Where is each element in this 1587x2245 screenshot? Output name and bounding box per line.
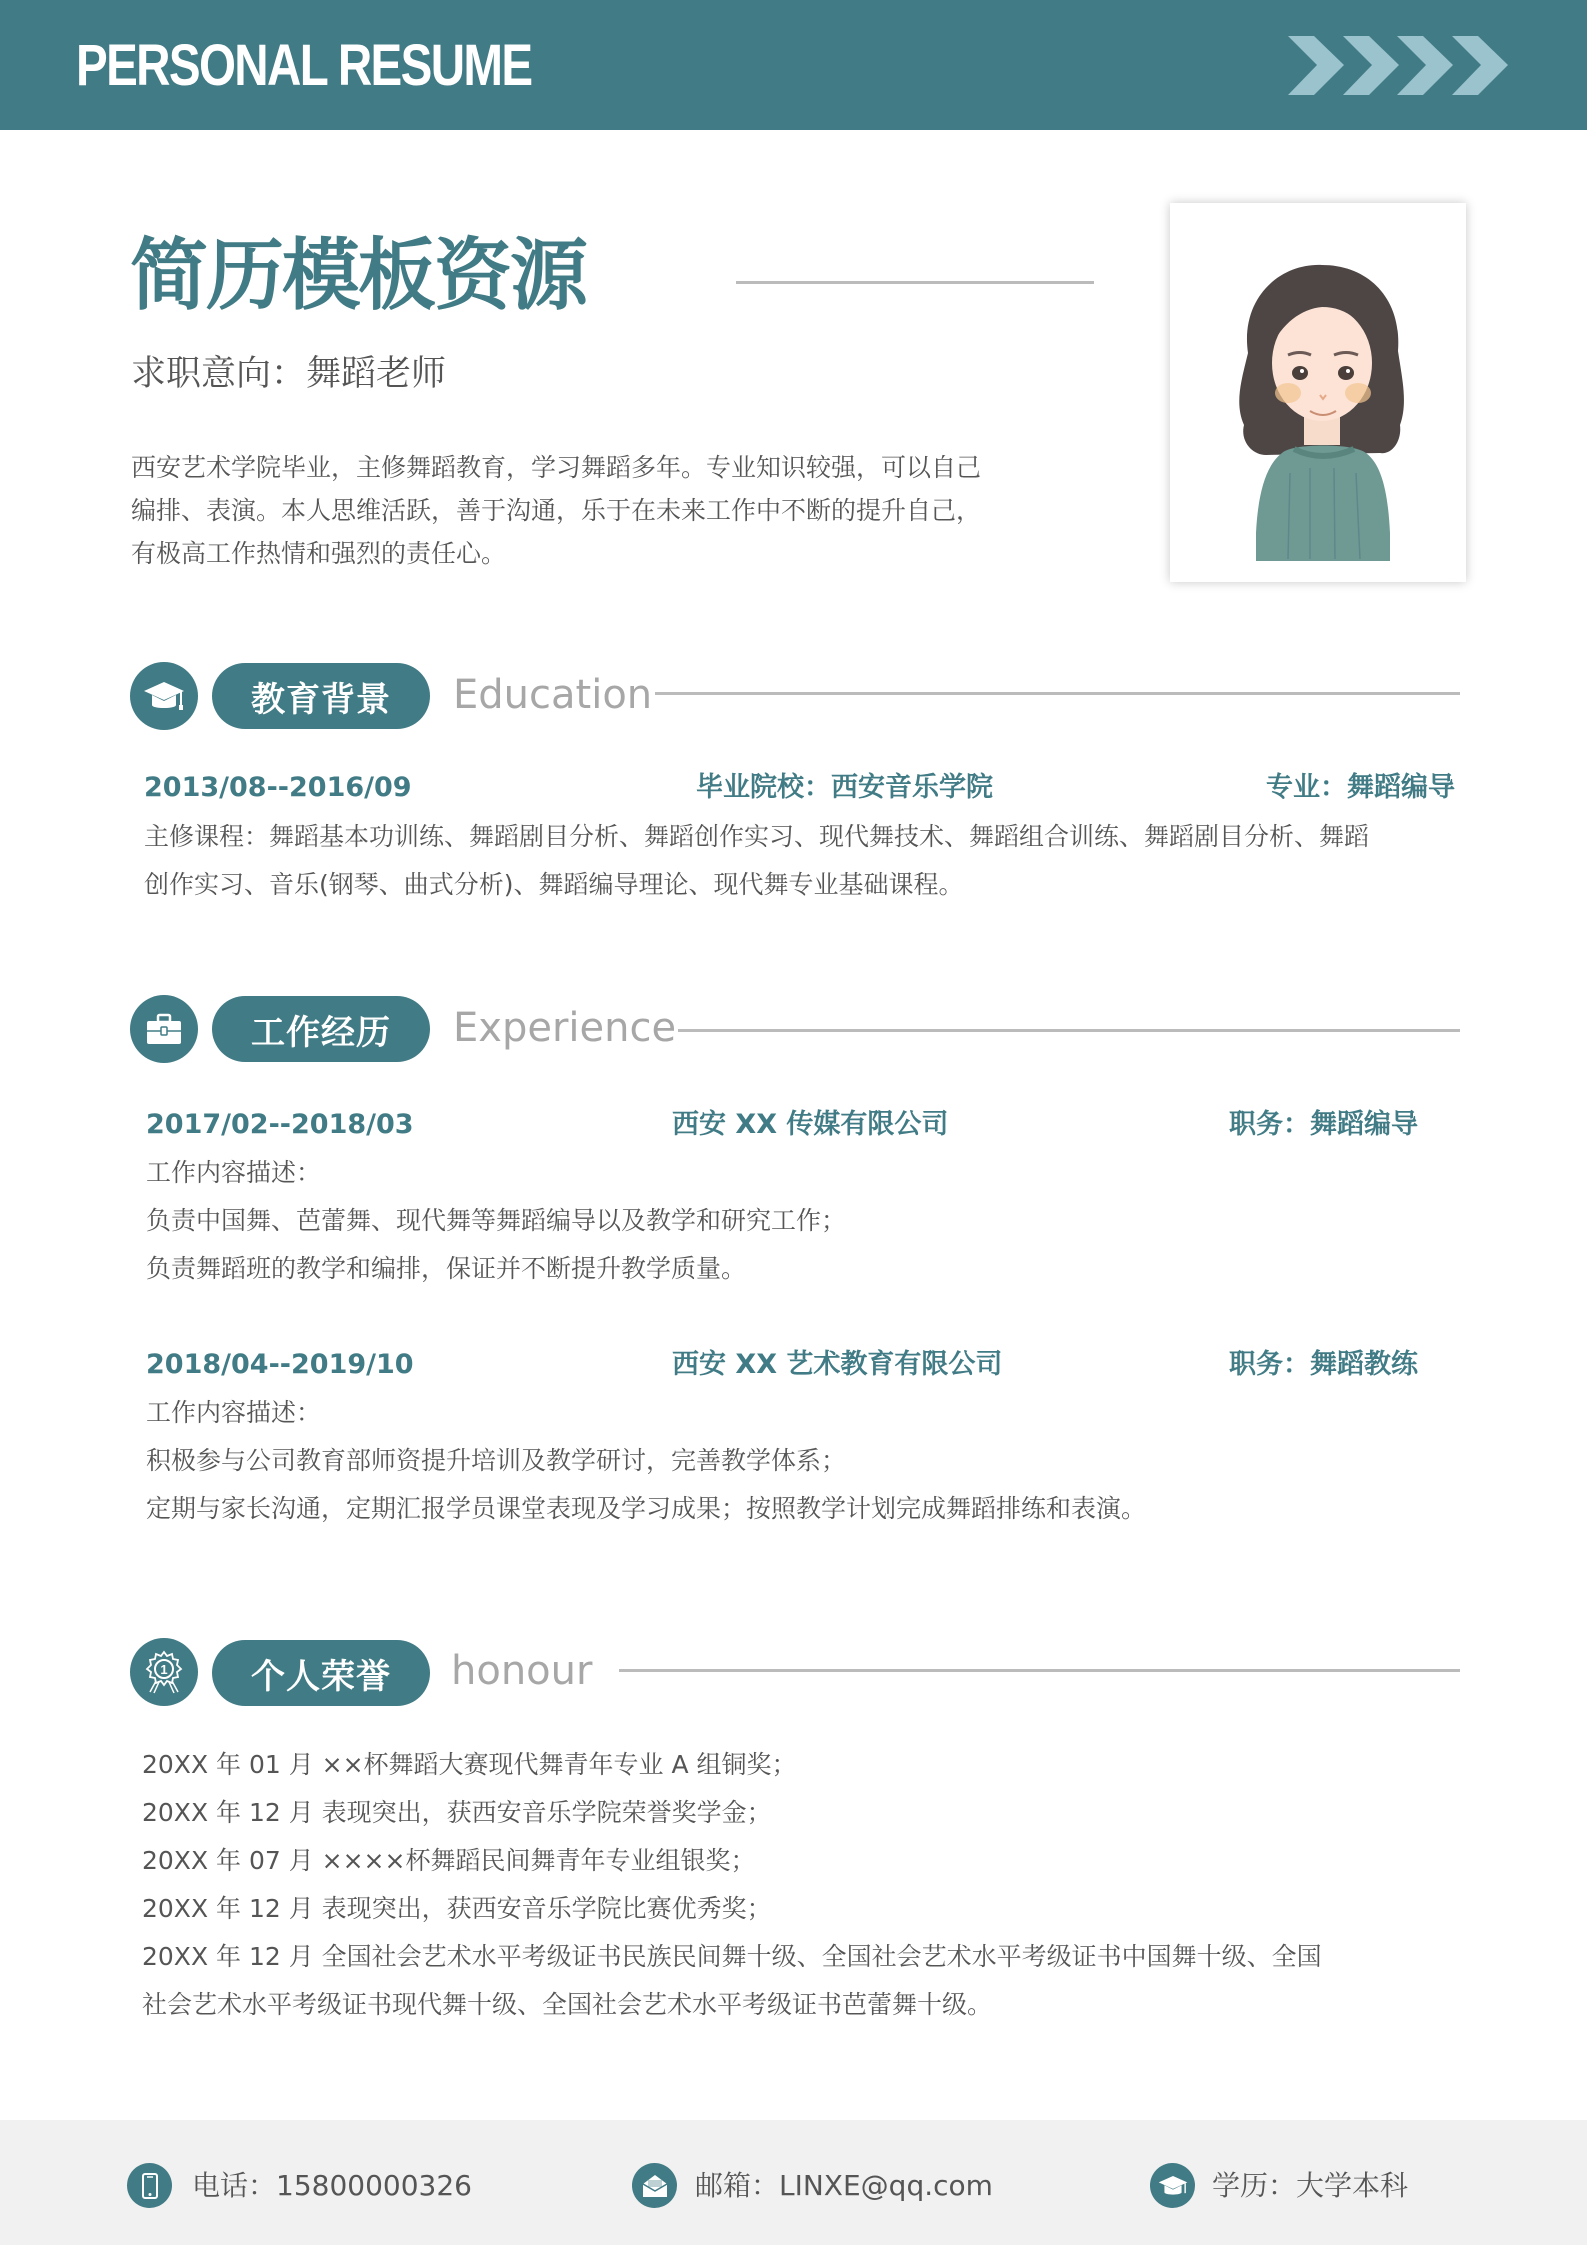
contact-email: 邮箱：LINXE@qq.com <box>695 2169 993 2202</box>
job-period: 2017/02--2018/03 <box>146 1109 414 1140</box>
contact-degree: 学历：大学本科 <box>1212 2169 1409 2202</box>
job-desc-line: 定期与家长沟通，定期汇报学员课堂表现及学习成果；按照教学计划完成舞蹈排练和表演。 <box>146 1494 1147 1523</box>
section-title-honour: 个人荣誉 <box>212 1640 430 1706</box>
job-role: 职务：舞蹈编导 <box>1229 1109 1418 1140</box>
job-role: 职务：舞蹈教练 <box>1229 1349 1418 1380</box>
section-title-education: 教育背景 <box>212 663 430 729</box>
education-school: 毕业院校：西安音乐学院 <box>696 772 993 803</box>
profile-photo <box>1170 203 1466 582</box>
honour-item: 20XX 年 07 月 ××××杯舞蹈民间舞青年专业组银奖； <box>142 1846 756 1875</box>
honour-list <box>142 1741 1322 2029</box>
section-title-experience: 工作经历 <box>212 996 430 1062</box>
honour-item: 20XX 年 01 月 ××杯舞蹈大赛现代舞青年专业 A 组铜奖； <box>142 1750 797 1779</box>
job-desc-line: 积极参与公司教育部师资提升培训及教学研讨，完善教学体系； <box>146 1446 847 1475</box>
job-desc-line: 负责中国舞、芭蕾舞、现代舞等舞蹈编导以及教学和研究工作； <box>146 1206 847 1235</box>
section-subtitle-education: Education <box>453 672 653 718</box>
section-divider <box>619 1669 1460 1672</box>
medal-icon <box>130 1638 198 1706</box>
job-desc-label: 工作内容描述： <box>146 1398 322 1427</box>
section-subtitle-honour: honour <box>451 1648 593 1694</box>
section-subtitle-experience: Experience <box>453 1005 677 1051</box>
courses-line: 主修课程：舞蹈基本功训练、舞蹈剧目分析、舞蹈创作实习、现代舞技术、舞蹈组合训练、舞蹈剧目分析、舞蹈 <box>144 822 1370 851</box>
job-description <box>146 1389 1146 1533</box>
avatar-illustration-icon <box>1170 203 1466 582</box>
courses-line: 创作实习、音乐(钢琴、曲式分析)、舞蹈编导理论、现代舞专业基础课程。 <box>144 870 964 899</box>
summary-line: 编排、表演。本人思维活跃，善于沟通，乐于在未来工作中不断的提升自己， <box>131 496 982 525</box>
graduation-cap-icon <box>1150 2163 1195 2208</box>
phone-icon <box>127 2163 172 2208</box>
graduation-cap-icon <box>130 662 198 730</box>
section-divider <box>678 1029 1460 1032</box>
job-description <box>146 1149 846 1293</box>
candidate-name: 简历模板资源 <box>130 231 587 321</box>
honour-item: 社会艺术水平考级证书现代舞十级、全国社会艺术水平考级证书芭蕾舞十级。 <box>142 1990 993 2019</box>
summary-line: 西安艺术学院毕业，主修舞蹈教育，学习舞蹈多年。专业知识较强，可以自己 <box>131 453 982 482</box>
svg-text:1: 1 <box>160 1662 168 1677</box>
job-desc-label: 工作内容描述： <box>146 1158 322 1187</box>
job-company: 西安 XX 传媒有限公司 <box>672 1109 949 1140</box>
job-desc-line: 负责舞蹈班的教学和编排，保证并不断提升教学质量。 <box>146 1254 747 1283</box>
name-divider <box>736 281 1094 284</box>
honour-item: 20XX 年 12 月 表现突出，获西安音乐学院荣誉奖学金； <box>142 1798 772 1827</box>
contact-phone: 电话：15800000326 <box>192 2169 472 2202</box>
summary-line: 有极高工作热情和强烈的责任心。 <box>131 539 507 568</box>
section-divider <box>655 692 1460 695</box>
education-courses <box>144 813 1474 909</box>
chevron-arrows-icon <box>1286 36 1512 96</box>
briefcase-icon <box>130 995 198 1063</box>
honour-item: 20XX 年 12 月 表现突出，获西安音乐学院比赛优秀奖； <box>142 1894 772 1923</box>
envelope-icon <box>632 2163 677 2208</box>
honour-item: 20XX 年 12 月 全国社会艺术水平考级证书民族民间舞十级、全国社会艺术水平考级证书中国舞十级、全国 <box>142 1942 1322 1971</box>
header-title: PERSONAL RESUME <box>76 33 532 98</box>
education-major: 专业：舞蹈编导 <box>1266 772 1455 803</box>
profile-summary <box>131 446 1071 575</box>
job-intent: 求职意向：舞蹈老师 <box>131 354 447 394</box>
education-period: 2013/08--2016/09 <box>144 772 412 803</box>
job-period: 2018/04--2019/10 <box>146 1349 414 1380</box>
job-company: 西安 XX 艺术教育有限公司 <box>672 1349 1003 1380</box>
